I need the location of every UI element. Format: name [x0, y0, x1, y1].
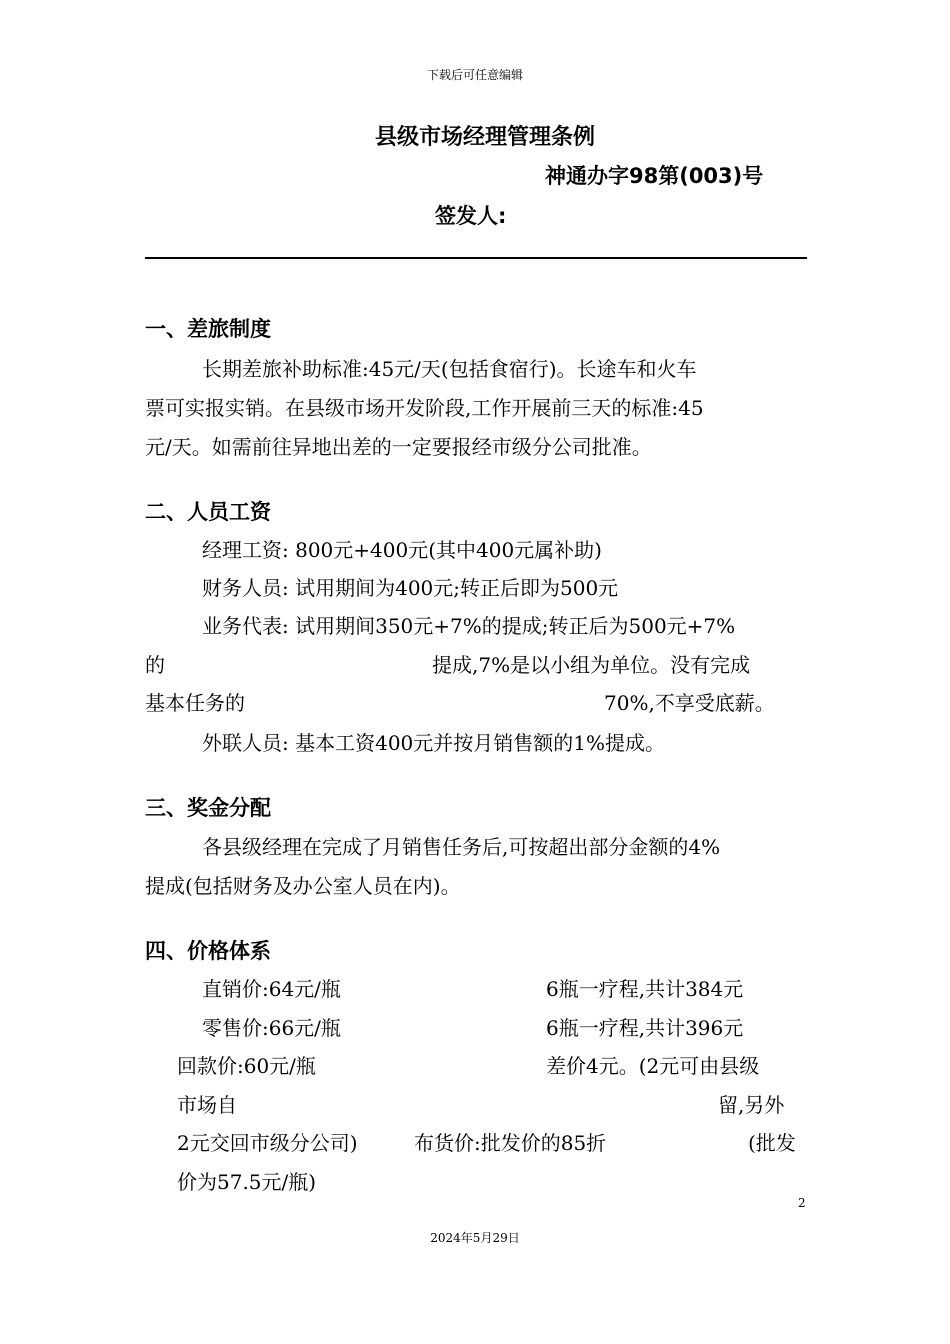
document-title: 县级市场经理管理条例 — [374, 125, 595, 150]
section-heading-salary: 二、人员工资 — [145, 500, 271, 524]
paragraph-fragment: 市场自 — [177, 1093, 237, 1117]
paragraph-line: 长期差旅补助标准:45元/天(包括食宿行)。长途车和火车 — [202, 357, 697, 381]
paragraph-fragment: (批发 — [748, 1131, 796, 1155]
document-number: 神通办字98第(003)号 — [545, 164, 764, 188]
price-direct-course: 6瓶一疗程,共计384元 — [546, 977, 744, 1001]
paragraph-fragment: 价为57.5元/瓶) — [177, 1170, 317, 1194]
paragraph-fragment: 基本任务的 — [145, 691, 245, 715]
footer-date: 2024年5月29日 — [430, 1231, 520, 1245]
price-direct: 直销价:64元/瓶 — [202, 977, 341, 1001]
paragraph-fragment: 留,另外 — [718, 1093, 785, 1117]
paragraph-fragment: 提成,7%是以小组为单位。没有完成 — [432, 653, 751, 677]
signer-label: 签发人: — [435, 204, 507, 228]
paragraph-line: 业务代表: 试用期间350元+7%的提成;转正后为500元+7% — [202, 614, 736, 638]
section-heading-pricing: 四、价格体系 — [145, 939, 271, 963]
paragraph-line: 财务人员: 试用期间为400元;转正后即为500元 — [202, 576, 619, 600]
paragraph-line: 经理工资: 800元+400元(其中400元属补助) — [202, 538, 602, 562]
section-heading-bonus: 三、奖金分配 — [145, 796, 271, 820]
paragraph-fragment: 2元交回市级分公司) — [177, 1131, 358, 1155]
page-number: 2 — [798, 1196, 806, 1210]
price-return-diff: 差价4元。(2元可由县级 — [546, 1054, 760, 1078]
paragraph-line: 各县级经理在完成了月销售任务后,可按超出部分金额的4% — [202, 835, 721, 859]
paragraph-fragment: 的 — [145, 653, 165, 677]
paragraph-line: 提成(包括财务及办公室人员在内)。 — [145, 874, 461, 898]
price-distribution: 布货价:批发价的85折 — [414, 1131, 607, 1155]
section-heading-travel: 一、差旅制度 — [145, 317, 271, 341]
header-note: 下载后可任意编辑 — [426, 68, 523, 82]
header-divider — [145, 257, 807, 259]
paragraph-fragment: 70%,不享受底薪。 — [604, 691, 775, 715]
price-retail: 零售价:66元/瓶 — [202, 1016, 341, 1040]
price-retail-course: 6瓶一疗程,共计396元 — [546, 1016, 744, 1040]
price-return: 回款价:60元/瓶 — [177, 1054, 316, 1078]
paragraph-line: 票可实报实销。在县级市场开发阶段,工作开展前三天的标准:45 — [145, 396, 704, 420]
paragraph-line: 外联人员: 基本工资400元并按月销售额的1%提成。 — [202, 731, 665, 755]
paragraph-line: 元/天。如需前往异地出差的一定要报经市级分公司批准。 — [145, 435, 652, 459]
